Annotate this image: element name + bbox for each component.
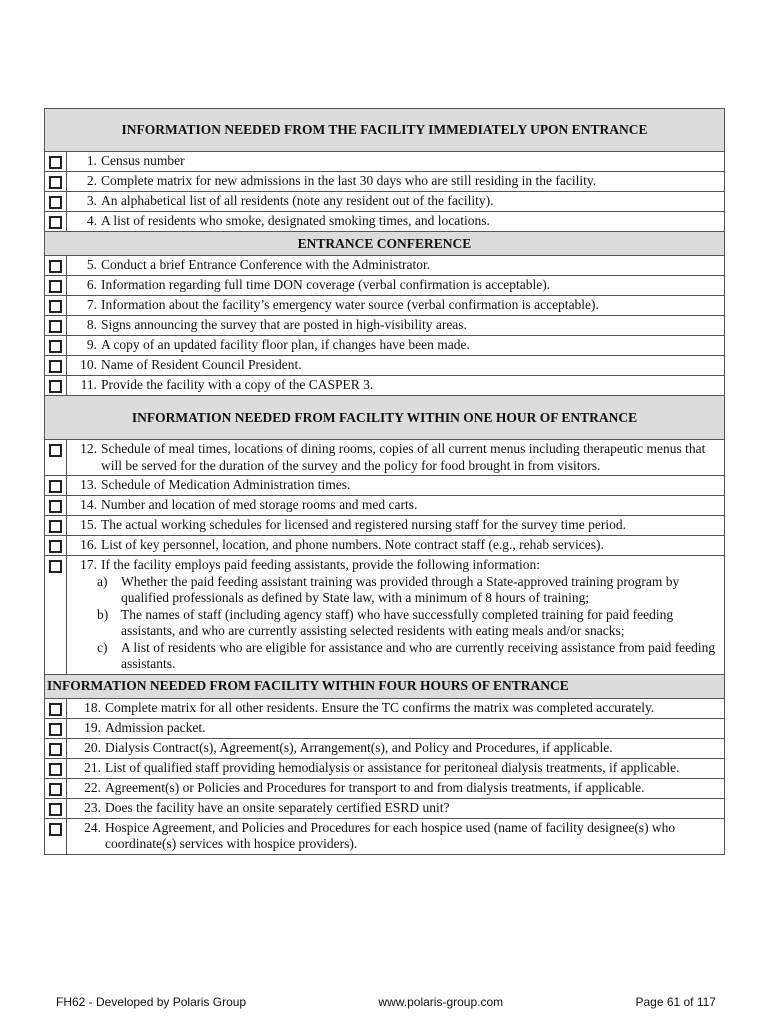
item-text: If the facility employs paid feeding assistants, provide the following information:	[101, 557, 541, 572]
checklist-row	[44, 336, 725, 356]
checkbox-cell	[45, 779, 67, 798]
checkbox[interactable]	[49, 703, 62, 716]
checkbox-cell	[45, 556, 67, 674]
checkbox-cell	[45, 152, 67, 171]
item-content	[67, 496, 724, 515]
item-number: 14.	[80, 497, 97, 512]
item-text: Schedule of Medication Administration times.	[101, 477, 351, 492]
item-number: 17.	[80, 557, 97, 572]
item-content	[67, 376, 724, 395]
item-content	[67, 316, 724, 335]
item-content	[67, 699, 724, 718]
sub-item-letter: a)	[97, 573, 108, 589]
item-content	[67, 739, 724, 758]
item-content	[67, 719, 724, 738]
item-text: Number and location of med storage rooms and med carts.	[101, 497, 418, 512]
section-header: INFORMATION NEEDED FROM FACILITY WITHIN FOUR HOURS OF ENTRANCE	[44, 675, 725, 699]
item-text: Name of Resident Council President.	[101, 357, 302, 372]
sub-item	[97, 640, 722, 673]
sub-item-text: Whether the paid feeding assistant training was provided through a State-approved training program by qualified professionals as defined by State law, with a minimum of 8 hours of training;	[121, 573, 680, 605]
checkbox[interactable]	[49, 260, 62, 273]
item-content	[67, 536, 724, 555]
item-text: List of key personnel, location, and phone numbers. Note contract staff (e.g., rehab services).	[101, 537, 604, 552]
item-text: An alphabetical list of all residents (note any resident out of the facility).	[101, 193, 494, 208]
sub-item	[97, 574, 722, 607]
checkbox[interactable]	[49, 380, 62, 393]
item-text: Agreement(s) or Policies and Procedures for transport to and from dialysis treatments, if applicable.	[105, 779, 645, 795]
item-text: Does the facility have an onsite separately certified ESRD unit?	[105, 799, 450, 815]
item-text: The actual working schedules for licensed and registered nursing staff for the survey time period.	[101, 517, 626, 532]
item-text: Admission packet.	[105, 719, 206, 735]
item-content	[67, 799, 724, 818]
checkbox[interactable]	[49, 280, 62, 293]
checkbox[interactable]	[49, 444, 62, 457]
item-number: 12.	[80, 441, 97, 456]
item-content	[67, 256, 724, 275]
item-content	[67, 759, 724, 778]
item-number: 19.	[84, 719, 101, 735]
checklist-row	[44, 556, 725, 675]
item-content	[67, 440, 724, 475]
footer-left: FH62 - Developed by Polaris Group	[56, 995, 247, 1009]
item-number: 2.	[86, 173, 97, 188]
checkbox[interactable]	[49, 520, 62, 533]
item-number: 11.	[80, 377, 97, 392]
checkbox[interactable]	[49, 300, 62, 313]
item-number: 9.	[86, 337, 97, 352]
item-number: 13.	[80, 477, 97, 492]
item-text: Provide the facility with a copy of the CASPER 3.	[101, 377, 374, 392]
checklist-row	[44, 440, 725, 476]
checklist-row	[44, 779, 725, 799]
checkbox[interactable]	[49, 763, 62, 776]
checklist-row	[44, 356, 725, 376]
checklist-table	[44, 108, 725, 855]
item-text: Dialysis Contract(s), Agreement(s), Arrangement(s), and Policy and Procedures, if applicable.	[105, 739, 613, 755]
checklist-row	[44, 256, 725, 276]
checklist-row	[44, 699, 725, 719]
item-number: 5.	[86, 257, 97, 272]
checkbox-cell	[45, 799, 67, 818]
checkbox[interactable]	[49, 216, 62, 229]
sub-item-text: The names of staff (including agency staff) who have successfully completed training for paid feeding assistants, and who are currently assisting selected residents with eating meals and/or snacks;	[121, 606, 674, 638]
sub-item-letter: b)	[97, 606, 109, 622]
item-number: 18.	[84, 699, 101, 715]
item-number: 16.	[80, 537, 97, 552]
item-text: Information regarding full time DON coverage (verbal confirmation is acceptable).	[101, 277, 551, 292]
item-content	[67, 296, 724, 315]
item-number: 6.	[86, 277, 97, 292]
sub-item-text: A list of residents who are eligible for assistance and who are currently receiving assistance from paid feeding assistants.	[121, 639, 716, 671]
checkbox-cell	[45, 256, 67, 275]
item-content	[67, 276, 724, 295]
checkbox-cell	[45, 212, 67, 231]
sub-item-letter: c)	[97, 639, 108, 655]
item-number: 7.	[86, 297, 97, 312]
checkbox[interactable]	[49, 803, 62, 816]
item-content	[67, 779, 724, 798]
section-header: INFORMATION NEEDED FROM FACILITY WITHIN ONE HOUR OF ENTRANCE	[44, 396, 725, 440]
item-text: Complete matrix for new admissions in the last 30 days who are still residing in the facility.	[101, 173, 597, 188]
checkbox-cell	[45, 440, 67, 475]
item-number: 23.	[84, 799, 101, 815]
item-number: 22.	[84, 779, 101, 795]
checkbox[interactable]	[49, 823, 62, 836]
checklist-row	[44, 316, 725, 336]
checkbox[interactable]	[49, 340, 62, 353]
checkbox[interactable]	[49, 176, 62, 189]
checkbox[interactable]	[49, 500, 62, 513]
checklist-row	[44, 172, 725, 192]
checklist-row	[44, 536, 725, 556]
checklist-row	[44, 516, 725, 536]
item-text: Conduct a brief Entrance Conference with the Administrator.	[101, 257, 431, 272]
item-text: A copy of an updated facility floor plan, if changes have been made.	[101, 337, 470, 352]
item-text: Complete matrix for all other residents. Ensure the TC confirms the matrix was completed accurately.	[105, 699, 655, 715]
checkbox-cell	[45, 536, 67, 555]
checkbox[interactable]	[49, 723, 62, 736]
item-text: Information about the facility’s emergency water source (verbal confirmation is acceptable).	[101, 297, 599, 312]
checkbox[interactable]	[49, 196, 62, 209]
checkbox-cell	[45, 356, 67, 375]
checkbox[interactable]	[49, 560, 62, 573]
checkbox-cell	[45, 719, 67, 738]
item-content	[67, 476, 724, 495]
item-number: 21.	[84, 759, 101, 775]
checkbox-cell	[45, 316, 67, 335]
sub-item	[97, 607, 722, 640]
checkbox[interactable]	[49, 783, 62, 796]
item-number: 4.	[86, 213, 97, 228]
checkbox-cell	[45, 192, 67, 211]
checklist-row	[44, 819, 725, 855]
item-content	[67, 819, 724, 854]
checkbox-cell	[45, 819, 67, 854]
checkbox[interactable]	[49, 540, 62, 553]
page-footer	[56, 995, 716, 1009]
checkbox[interactable]	[49, 360, 62, 373]
item-text: Hospice Agreement, and Policies and Procedures for each hospice used (name of facility designee(s) who coordinate(s) services with hospice providers).	[105, 819, 676, 851]
section-header: ENTRANCE CONFERENCE	[44, 232, 725, 256]
checklist-row	[44, 212, 725, 232]
checkbox-cell	[45, 172, 67, 191]
checklist-row	[44, 719, 725, 739]
item-content	[67, 152, 724, 171]
item-content	[67, 212, 724, 231]
item-text: Signs announcing the survey that are posted in high-visibility areas.	[101, 317, 467, 332]
checkbox-cell	[45, 699, 67, 718]
checklist-row	[44, 476, 725, 496]
checklist-row	[44, 276, 725, 296]
item-content	[67, 516, 724, 535]
checkbox-cell	[45, 296, 67, 315]
checkbox-cell	[45, 376, 67, 395]
item-number: 10.	[80, 357, 97, 372]
checkbox[interactable]	[49, 743, 62, 756]
checklist-row	[44, 759, 725, 779]
item-number: 8.	[86, 317, 97, 332]
checklist-row	[44, 376, 725, 396]
checklist-row	[44, 799, 725, 819]
checklist-row	[44, 739, 725, 759]
checkbox[interactable]	[49, 320, 62, 333]
item-content	[67, 556, 724, 674]
item-text: Schedule of meal times, locations of dining rooms, copies of all current menus including therapeutic menus that will be served for the duration of the survey and the policy for food brought in from visitors.	[101, 441, 706, 473]
item-text: A list of residents who smoke, designated smoking times, and locations.	[101, 213, 490, 228]
footer-center: www.polaris-group.com	[378, 995, 504, 1009]
footer-right: Page 61 of 117	[635, 995, 716, 1009]
section-header: INFORMATION NEEDED FROM THE FACILITY IMMEDIATELY UPON ENTRANCE	[44, 108, 725, 152]
item-number: 15.	[80, 517, 97, 532]
checkbox-cell	[45, 336, 67, 355]
item-number: 20.	[84, 739, 101, 755]
checkbox-cell	[45, 759, 67, 778]
item-number: 3.	[86, 193, 97, 208]
item-text: List of qualified staff providing hemodialysis or assistance for peritoneal dialysis treatments, if applicable.	[105, 759, 680, 775]
checklist-row	[44, 496, 725, 516]
item-text: Census number	[101, 153, 185, 168]
checkbox-cell	[45, 476, 67, 495]
item-number: 24.	[84, 819, 101, 835]
checkbox[interactable]	[49, 156, 62, 169]
checkbox-cell	[45, 276, 67, 295]
checklist-row	[44, 192, 725, 212]
item-content	[67, 172, 724, 191]
item-content	[67, 192, 724, 211]
checkbox-cell	[45, 496, 67, 515]
checklist-row	[44, 296, 725, 316]
item-number: 1.	[86, 153, 97, 168]
checkbox-cell	[45, 739, 67, 758]
checkbox[interactable]	[49, 480, 62, 493]
item-content	[67, 356, 724, 375]
checkbox-cell	[45, 516, 67, 535]
checklist-row	[44, 152, 725, 172]
item-content	[67, 336, 724, 355]
